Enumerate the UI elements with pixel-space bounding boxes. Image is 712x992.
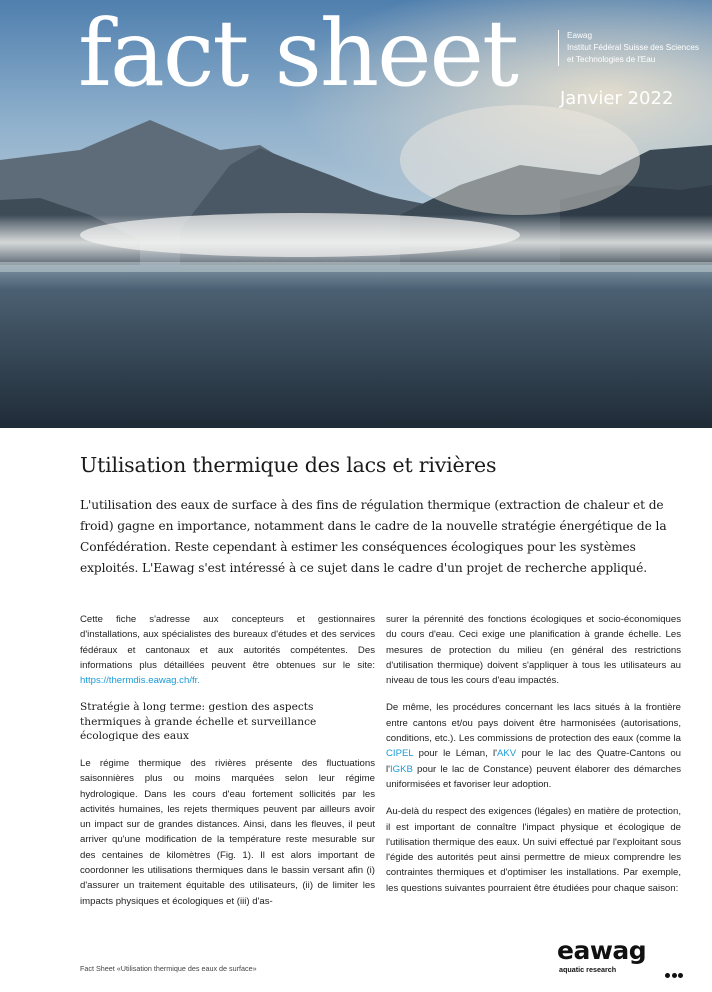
org-line-3: et Technologies de l'Eau	[567, 55, 656, 64]
eawag-logo	[557, 936, 687, 978]
lead-paragraph: L'utilisation des eaux de surface à des fins de régulation thermique (extraction de chaleur et de froid) gagne en importance, notamment dans le cadre de la nouvelle stratégie énergétique de la Confédération. Reste cependant à estimer les conséquences écologiques pour les systèmes exploités. L'Eawag s'est intéressé à ce sujet dans le cadre d'un projet de recherche appliqué.	[80, 498, 667, 575]
commissions-text-d: pour le lac de Constance) peuvent élaborer des démarches uniformisées et favoriser leur adoption.	[386, 763, 681, 790]
commissions-text-a: De même, les procédures concernant les lacs situés à la frontière entre cantons et/ou pays doivent être harmonisées (autorisations, conditions, etc.). Les commissions de protection des eaux (comme la	[386, 702, 681, 745]
body-paragraph: Le régime thermique des rivières présente des fluctuations saisonnières plus ou moins marquées selon leur régime hydrologique. Dans les cours d'eau fortement sollicités par les activités humaines, les rejets thermiques peuvent par ailleurs avoir un impact sur de grandes distances. Ainsi, dans les fleuves, il peut arriver qu'une modification de la température reste mesurable sur des centaines de kilomètres (Fig. 1). Il est alors important de coordonner les utilisations thermiques dans le bassin versant afin (i) d'assurer un traitement équitable des utilisateurs, (ii) de limiter les impacts physiques et écologiques et (iii) d'as-	[80, 757, 375, 907]
igkb-link[interactable]: IGKB	[389, 763, 413, 775]
column-right	[386, 612, 681, 908]
commissions-text-c: pour le lac des Quatre-Cantons ou l'	[386, 748, 682, 775]
logo-tagline: aquatic research	[559, 965, 617, 974]
org-block	[558, 30, 712, 66]
fact-sheet-title: fact sheet	[78, 0, 517, 107]
article-title: Utilisation thermique des lacs et rivières	[80, 453, 497, 477]
commissions-paragraph	[386, 700, 681, 792]
logo-dots-icon	[665, 965, 685, 983]
hero-photo	[0, 0, 712, 428]
commissions-text-b: pour le Léman, l'	[413, 748, 497, 760]
cipel-link[interactable]: CIPEL	[386, 748, 414, 760]
intro-paragraph	[80, 612, 375, 688]
intro-text: Cette fiche s'adresse aux concepteurs et gestionnaires d'installations, aux spécialistes des bureaux d'études et des services fédéraux et cantonaux et aux autorités compétentes. Des informations plus détaillées peuvent être obtenues sur le site:	[80, 614, 375, 671]
section-heading: Stratégie à long terme: gestion des aspects thermiques à grande échelle et surveillance écologique des eaux	[80, 701, 317, 743]
publication-date: Janvier 2022	[560, 88, 674, 109]
akv-link[interactable]: AKV	[497, 748, 517, 760]
body-paragraph-continued: surer la pérennité des fonctions écologiques et socio-économiques du cours d'eau. Ceci exige une planification à grande échelle. Les mesures de protection du milieu (en général des restrictions d'utilisation thermique) doivent s'appliquer à tous les utilisateurs au niveau de tous les cours d'eau impactés.	[386, 614, 681, 687]
org-line-2: Institut Fédéral Suisse des Sciences	[567, 43, 699, 52]
thermdis-link[interactable]: https://thermdis.eawag.ch/fr.	[80, 675, 200, 687]
page-footer: Fact Sheet «Utilisation thermique des eaux de surface»	[80, 964, 257, 973]
org-name: Eawag	[567, 31, 593, 40]
column-left	[80, 612, 375, 921]
logo-wordmark: eawag	[557, 936, 647, 965]
monitoring-paragraph: Au-delà du respect des exigences (légales) en matière de protection, il est important de connaître l'impact physique et écologique de l'utilisation thermique des eaux. Un suivi effectué par l'exploitant sous l'égide des autorités peut ainsi permettre de mieux comprendre les contraintes thermiques et d'optimiser les installations. Par exemple, les questions suivantes pourraient être étudiées pour chaque saison:	[386, 806, 681, 894]
